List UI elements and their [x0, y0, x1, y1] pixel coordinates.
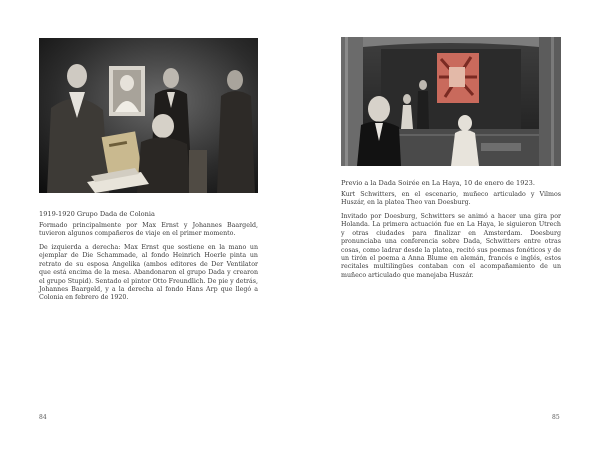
- right-photo: [341, 37, 561, 166]
- right-page-number: 85: [552, 414, 560, 421]
- left-photo: [39, 38, 258, 193]
- left-page-number: 84: [39, 414, 47, 421]
- right-paragraph-1: Kurt Schwitters, en el escenario, muñeco articulado y Vilmos Huszár, en la platea Theo van Doesburg.: [341, 191, 561, 207]
- left-caption: 1919-1920 Grupo Dada de Colonia: [39, 210, 155, 218]
- left-paragraph-1: Formado principalmente por Max Ernst y Johannes Baargeld, tuvieron algunos compañeros de viaje en el primer momento.: [39, 222, 258, 238]
- left-paragraph-2: De izquierda a derecha: Max Ernst que sostiene en la mano un ejemplar de Die Schammade, al fondo Heinrich Hoerle pinta un retrato de su esposa Angelika (ambos editores de Der Ventilator que está encima de la mesa. Abandonaron el grupo Dada y crearon el grupo Stupid). Sentado el pintor Otto Freundlich. De pie y detrás, Johannes Baargeld, y a la derecha al fondo Hans Arp que llegó a Colonia en febrero de 1920.: [39, 244, 258, 302]
- right-caption: Previo a la Dada Soirée en La Haya, 10 de enero de 1923.: [341, 179, 535, 187]
- right-paragraph-2: Invitado por Doesburg, Schwitters se animó a hacer una gira por Holanda. La primera actuación fue en La Haya, le siguieron Utrech y otras ciudades para finalizar en Amsterdam. Doesburg pronunciaba una conferencia sobre Dada, Schwitters entre otras cosas, como ladrar desde la platea, recitó sus poemas fonéticos y de un tirón el poema a Anna Blume en alemán, francés e inglés, estos recitales multilingües contaban con el acompañamiento de un muñeco articulado que manejaba Huszár.: [341, 213, 561, 279]
